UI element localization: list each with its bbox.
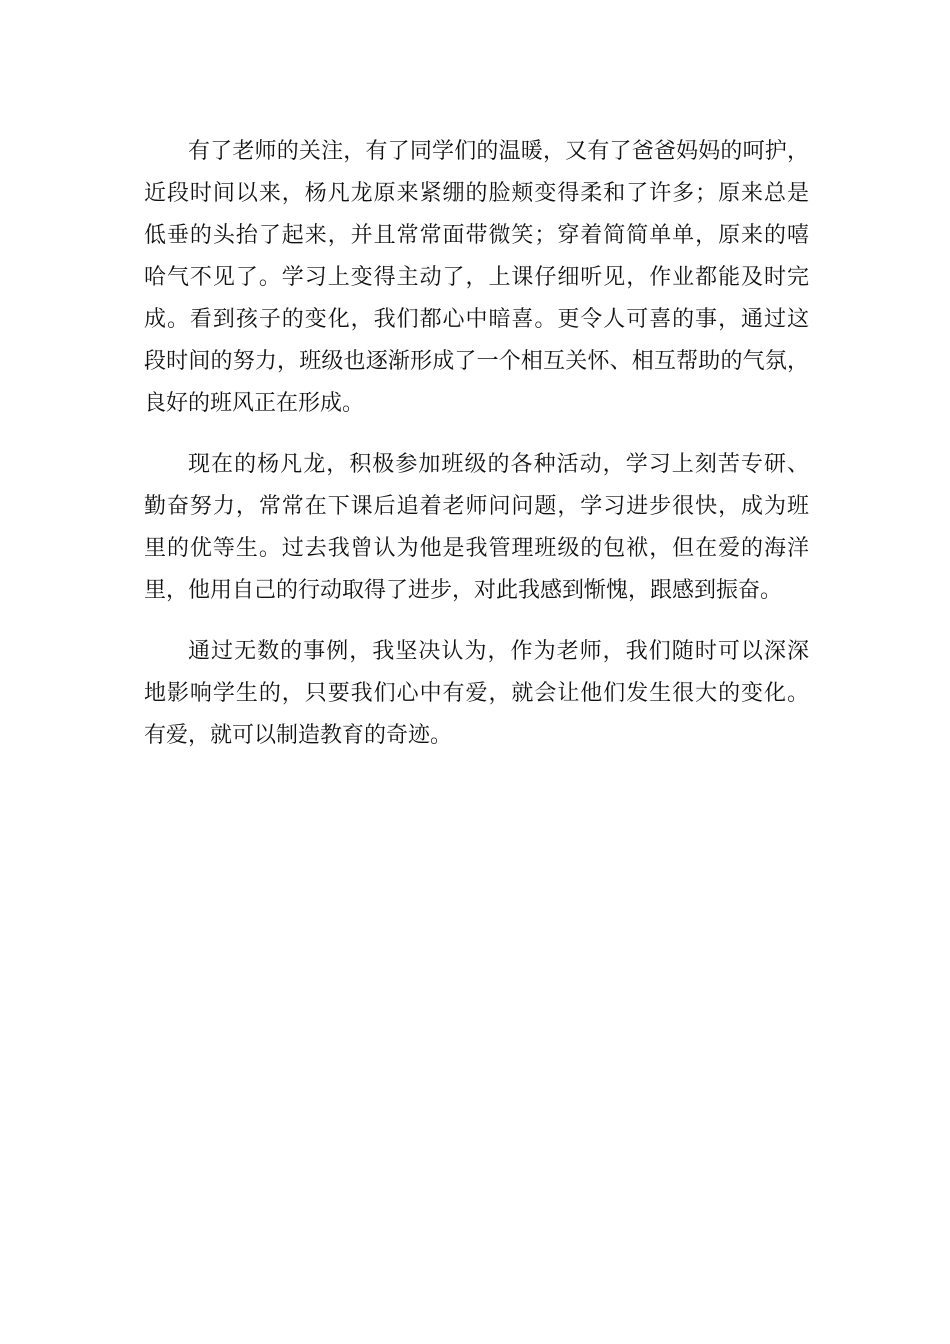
text-line: 有爱，就可以制造教育的奇迹。 — [144, 723, 453, 748]
text-line: 近段时间以来，杨凡龙原来紧绷的脸颊变得柔和了许多；原来总是 — [144, 181, 809, 206]
text-line: 段时间的努力，班级也逐渐形成了一个相互关怀、相互帮助的气氛， — [144, 349, 809, 374]
paragraph-3 — [144, 631, 809, 757]
text-line: 里的优等生。过去我曾认为他是我管理班级的包袱，但在爱的海洋 — [144, 536, 809, 561]
text-line: 哈气不见了。学习上变得主动了，上课仔细听见，作业都能及时完 — [144, 265, 809, 290]
text-line: 现在的杨凡龙，积极参加班级的各种活动，学习上刻苦专研、 — [188, 452, 809, 477]
text-line: 有了老师的关注，有了同学们的温暖，又有了爸爸妈妈的呵护， — [188, 139, 809, 164]
text-line: 低垂的头抬了起来，并且常常面带微笑；穿着简简单单，原来的嘻 — [144, 223, 809, 248]
text-line: 成。看到孩子的变化，我们都心中暗喜。更令人可喜的事，通过这 — [144, 307, 809, 332]
text-line: 勤奋努力，常常在下课后追着老师问问题，学习进步很快，成为班 — [144, 494, 809, 519]
document-body — [144, 131, 809, 776]
text-line: 里，他用自己的行动取得了进步，对此我感到惭愧，跟感到振奋。 — [144, 578, 783, 603]
text-line: 良好的班风正在形成。 — [144, 391, 365, 416]
text-line: 地影响学生的，只要我们心中有爱，就会让他们发生很大的变化。 — [144, 681, 809, 706]
paragraph-1 — [144, 131, 809, 425]
paragraph-2 — [144, 444, 809, 612]
text-line: 通过无数的事例，我坚决认为，作为老师，我们随时可以深深 — [188, 639, 809, 664]
